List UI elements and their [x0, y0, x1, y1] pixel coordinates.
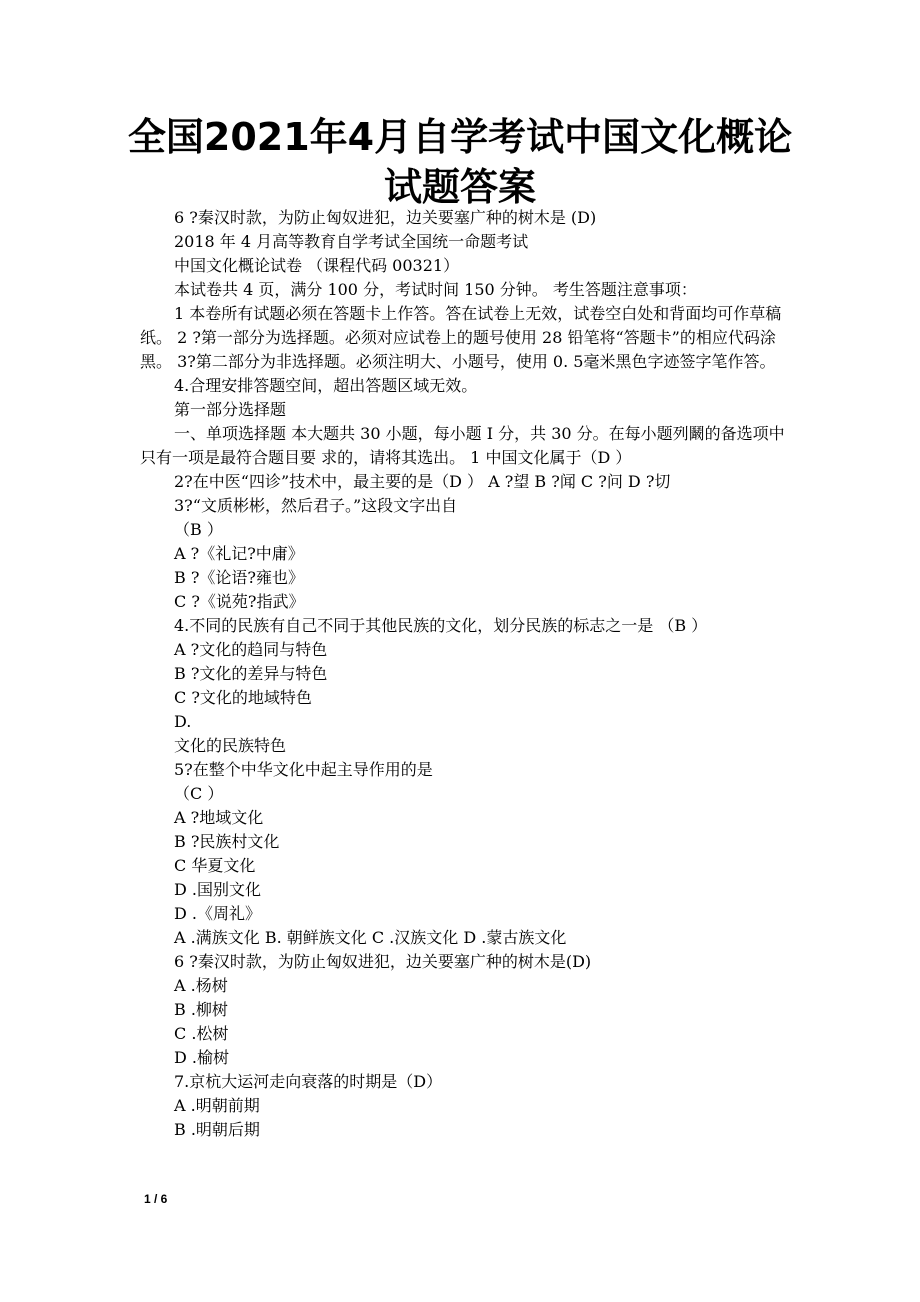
- question-line: 2?在中医“四诊”技术中，最主要的是（D ） A ?望 B ?闻 C ?问 D ?切: [174, 472, 671, 491]
- page-number: 1 / 6: [144, 1192, 168, 1206]
- section-heading: 第一部分选择题: [174, 400, 287, 419]
- document-body: [140, 206, 790, 1142]
- option-line: B .明朝后期: [174, 1120, 260, 1139]
- option-line: B .柳树: [174, 1000, 228, 1019]
- question-line: 6 ?秦汉时款，为防止匈奴进犯，边关要塞广种的树木是(D): [174, 952, 592, 971]
- option-line: 文化的民族特色: [174, 736, 287, 755]
- option-line: B ?民族村文化: [174, 832, 280, 851]
- text-line: 4.合理安排答题空间，超出答题区域无效。: [174, 376, 478, 395]
- text-line: 中国文化概论试卷 （课程代码 00321）: [174, 256, 460, 275]
- option-line: A ?《礼记?中庸》: [174, 544, 304, 563]
- option-line: A ?地域文化: [174, 808, 264, 827]
- option-line: A .杨树: [174, 976, 228, 995]
- question-line: 7.京杭大运河走向衰落的时期是（D）: [174, 1072, 443, 1091]
- option-line: D.: [174, 712, 192, 731]
- text-line: 6 ?秦汉时款，为防止匈奴进犯，边关要塞广种的树木是 (D): [174, 208, 597, 227]
- option-line: D .榆树: [174, 1048, 230, 1067]
- answer-line: （B ）: [174, 520, 223, 539]
- option-line: C .松树: [174, 1024, 229, 1043]
- text-line: 2018 年 4 月高等教育自学考试全国统一命题考试: [174, 232, 529, 251]
- option-line: B ?文化的差异与特色: [174, 664, 328, 683]
- question-line: 5?在整个中华文化中起主导作用的是: [174, 760, 433, 779]
- option-line: A ?文化的趋同与特色: [174, 640, 328, 659]
- text-paragraph: 一、单项选择题 本大题共 30 小题，每小题 I 分，共 30 分。在每小题列鬫的备选项中只有一项是最符合题目要 求的，请将其选出。 1 中国文化属于（D ）: [140, 424, 785, 467]
- option-line: C ?文化的地域特色: [174, 688, 312, 707]
- option-line: A .满族文化 B. 朝鲜族文化 C .汉族文化 D .蒙古族文化: [174, 928, 567, 947]
- option-line: C ?《说苑?指武》: [174, 592, 305, 611]
- option-line: A .明朝前期: [174, 1096, 260, 1115]
- document-title: 全国2021年4月自学考试中国文化概论试题答案: [127, 115, 793, 209]
- option-line: B ?《论语?雍也》: [174, 568, 305, 587]
- option-line: D .国别文化: [174, 880, 262, 899]
- answer-line: （C ）: [174, 784, 224, 803]
- text-line: 本试卷共 4 页，满分 100 分，考试时间 150 分钟。 考生答题注意事项：: [174, 280, 697, 299]
- text-paragraph: 1 本卷所有试题必须在答题卡上作答。答在试卷上无效，试卷空白处和背面均可作草稿纸。 2 ?第一部分为选择题。必须对应试卷上的题号使用 28 铅笔将“答题卡”的相应代码涂黑。 3?第二部分为非选择题。必须注明大、小题号，使用 0. 5毫米黑色字迹签字笔作答。: [140, 304, 782, 371]
- option-line: D .《周礼》: [174, 904, 262, 923]
- question-line: 4.不同的民族有自己不同于其他民族的文化，划分民族的标志之一是 （B ）: [174, 616, 708, 635]
- option-line: C 华夏文化: [174, 856, 256, 875]
- question-line: 3?“文质彬彬，然后君子。”这段文字出自: [174, 496, 458, 515]
